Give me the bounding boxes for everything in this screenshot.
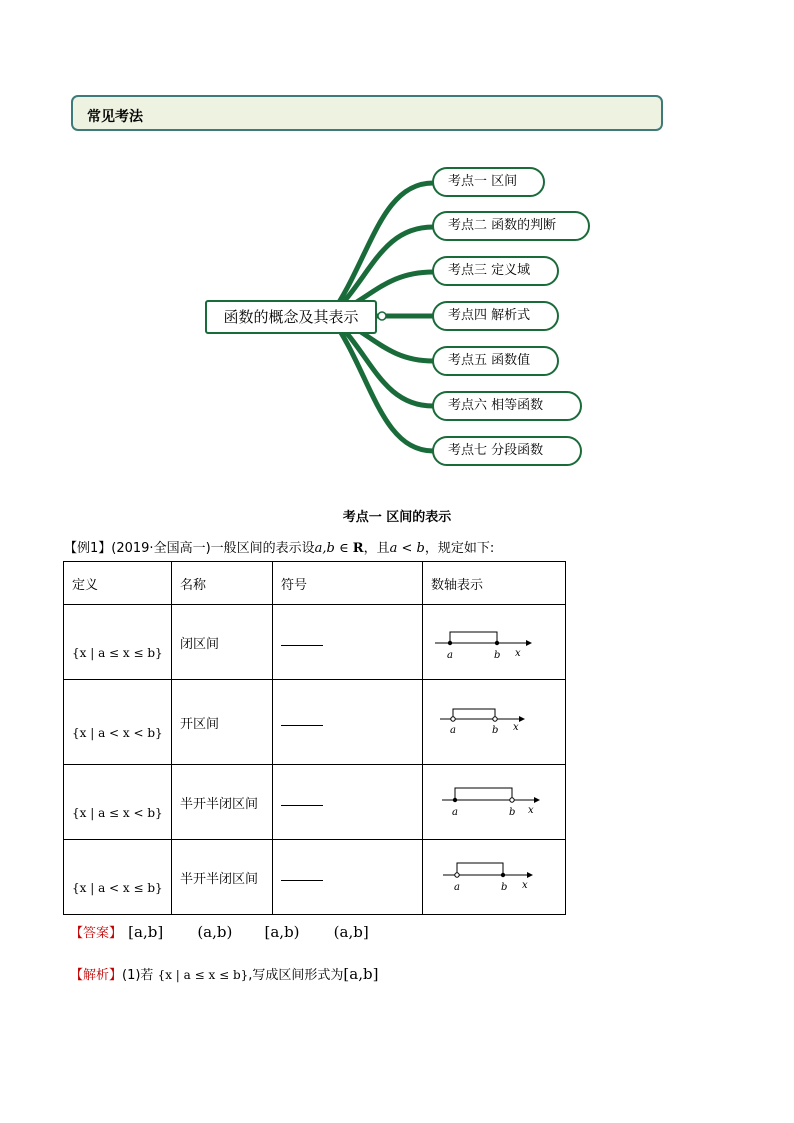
section-title: 考点一 区间的表示 [342,510,452,525]
axis-label-a: a [450,725,456,736]
answer-blank [281,635,323,646]
mindmap-node-5: 考点五 函数值 [432,346,559,376]
mindmap-node-6: 考点六 相等函数 [432,391,582,421]
analysis-line [70,964,378,983]
example-text-c: ，规定如下: [424,541,495,556]
interval-table [63,561,566,915]
example-cond2: a < b [389,541,425,556]
answer-item-3: [a,b) [264,923,300,941]
header-definition: 定义 [64,562,172,605]
mindmap-node-2: 考点二 函数的判断 [432,211,590,241]
mindmap-center-node: 函数的概念及其表示 [205,300,377,334]
axis-label-x: x [528,805,534,816]
number-line-half-open-right [431,775,557,825]
example-text-a: 一般区间的表示设 [210,541,315,556]
axis-label-x: x [522,880,528,891]
axis-label-b: b [509,807,516,818]
analysis-set: {x | a ≤ x ≤ b} [157,968,249,982]
number-line-half-open-left [431,850,557,900]
row-name: 半开半闭区间 [172,765,273,840]
answer-item-2: (a,b) [197,923,233,941]
example-source: (2019·全国高一) [111,541,211,556]
table-row [64,680,566,765]
mindmap-node-4: 考点四 解析式 [432,301,559,331]
row-name: 闭区间 [172,605,273,680]
number-line-open [431,695,557,745]
table-row [64,840,566,915]
mindmap-node-1: 考点一 区间 [432,167,545,197]
answer-blank [281,870,323,881]
example-label: 【例1】 [64,541,112,556]
example-real: R [352,541,364,556]
row-definition: {x | a ≤ x < b} [72,806,163,820]
table-row [64,605,566,680]
axis-label-x: x [513,722,519,733]
axis-label-a: a [454,882,460,893]
example-statement [64,537,494,556]
row-name: 半开半闭区间 [172,840,273,915]
mindmap-node-3: 考点三 定义域 [432,256,559,286]
table-header-row [64,562,566,605]
answer-label: 【答案】 [70,926,123,941]
header-symbol: 符号 [273,562,423,605]
header-name: 名称 [172,562,273,605]
table-row [64,765,566,840]
analysis-label: 【解析】 [70,968,123,983]
answer-blank [281,795,323,806]
answer-blank [281,715,323,726]
axis-label-a: a [452,807,458,818]
example-text-b: ，且 [363,541,390,556]
example-cond1: a,b ∈ [314,541,353,556]
answer-line [70,922,369,941]
row-definition: {x | a < x ≤ b} [72,881,163,895]
axis-label-b: b [494,650,501,661]
axis-label-b: b [501,882,508,893]
axis-label-x: x [515,648,521,659]
analysis-text-1: (1)若 [122,968,154,983]
answer-item-1: [a,b] [128,923,164,941]
analysis-text-2: ,写成区间形式为 [248,968,344,983]
row-definition: {x | a ≤ x ≤ b} [72,646,163,660]
analysis-result: [a,b] [343,965,379,983]
row-definition: {x | a < x < b} [72,726,163,740]
section-header-title: 常见考法 [87,109,143,125]
row-name: 开区间 [172,680,273,765]
mindmap-node-7: 考点七 分段函数 [432,436,582,466]
mindmap-connectors [0,150,794,480]
section-header [71,95,663,131]
axis-label-a: a [447,650,453,661]
axis-label-b: b [492,725,499,736]
answer-item-4: (a,b] [333,923,369,941]
number-line-closed [431,615,557,665]
header-numberline: 数轴表示 [423,562,566,605]
